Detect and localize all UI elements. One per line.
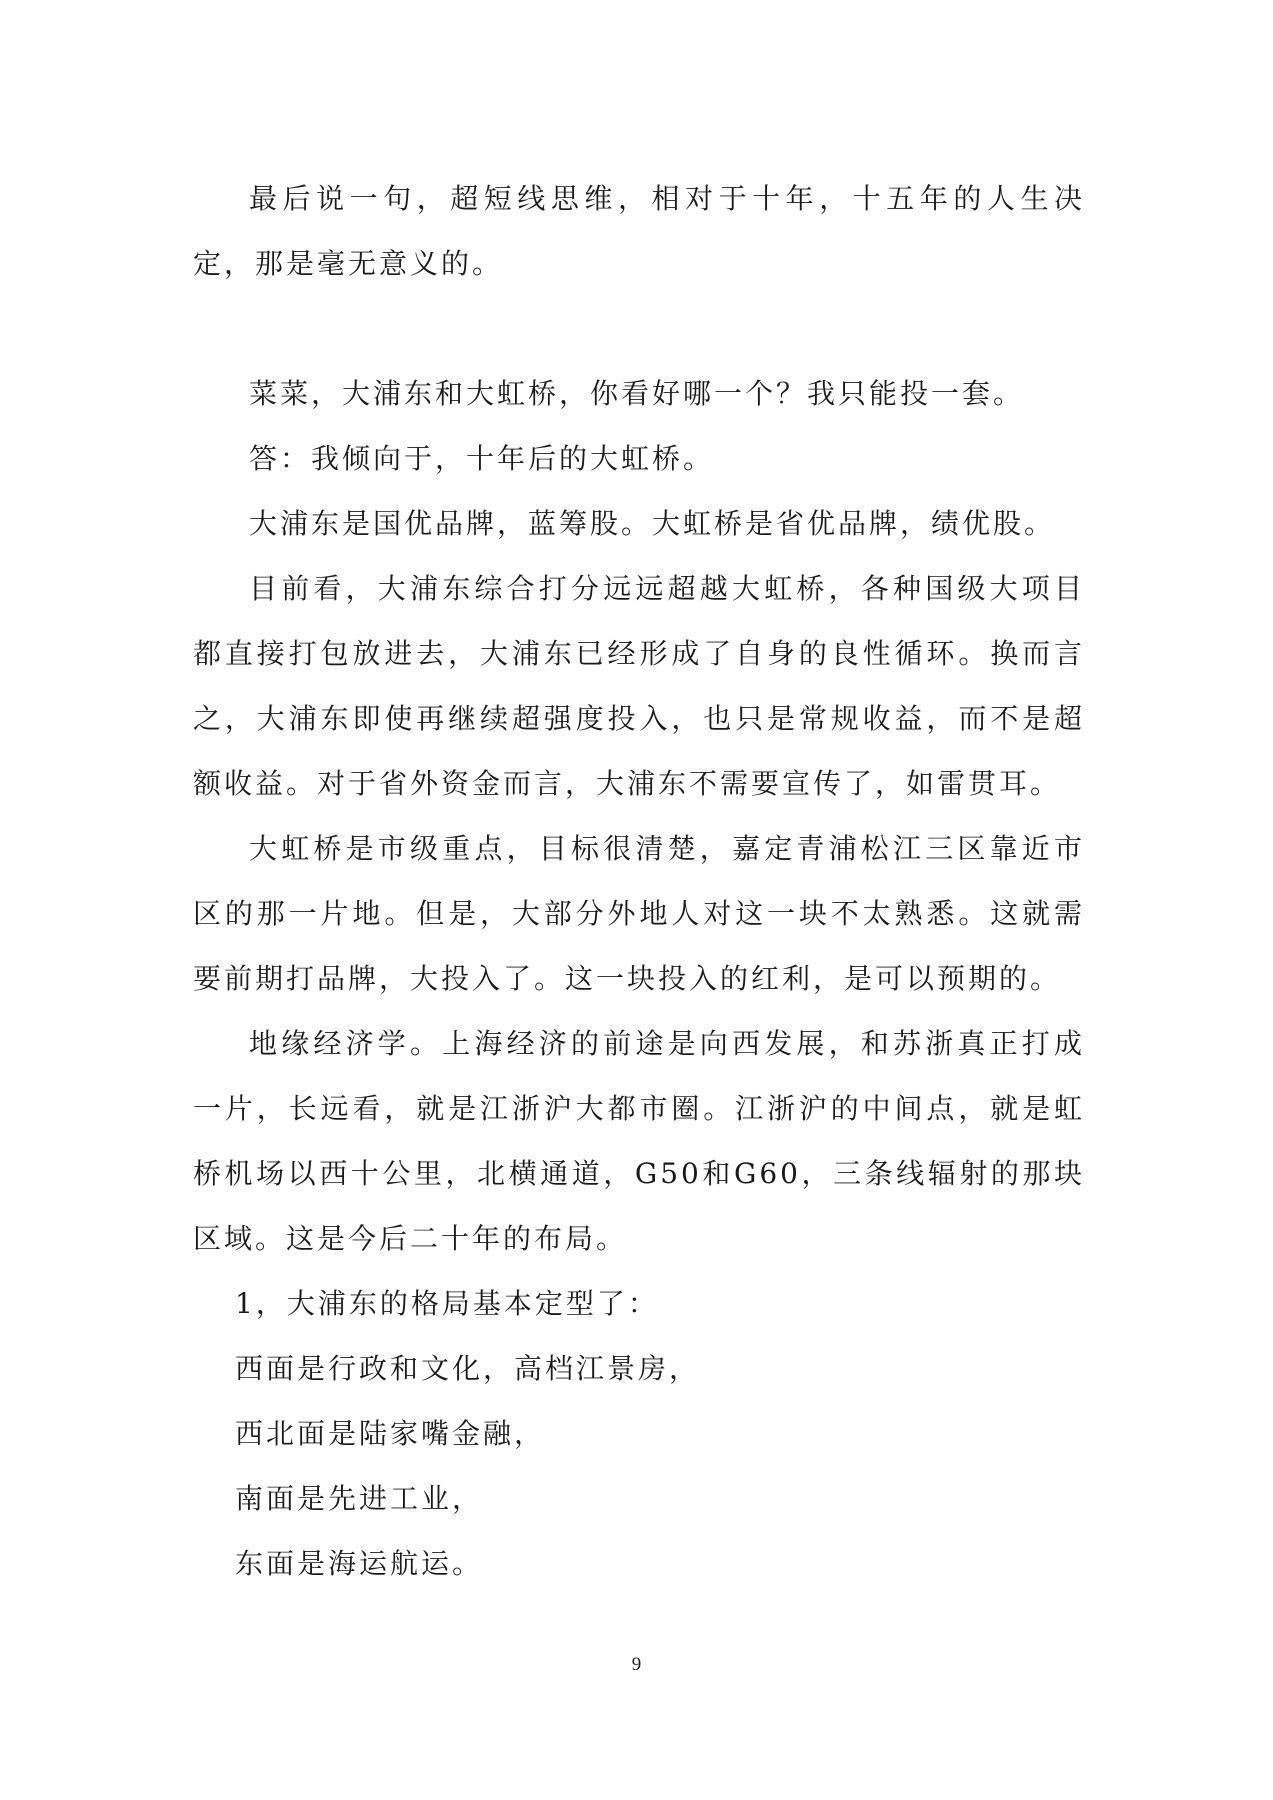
paragraph-question: 菜菜，大浦东和大虹桥，你看好哪一个？我只能投一套。 <box>249 377 1025 410</box>
list-item: 西北面是陆家嘴金融， <box>235 1417 546 1450</box>
list-item: 西面是行政和文化，高档江景房， <box>235 1352 701 1385</box>
paragraph-answer: 答：我倾向于，十年后的大虹桥。 <box>249 442 715 475</box>
paragraph-hongqiao-analysis: 大虹桥是市级重点，目标很清楚，嘉定青浦松江三区靠近市区的那一片地。但是，大部分外地人对这一块不太熟悉。这就需要前期打品牌，大投入了。这一块投入的红利，是可以预期的。 <box>193 832 1085 995</box>
paragraph-closing-remark: 最后说一句，超短线思维，相对于十年，十五年的人生决定，那是毫无意义的。 <box>193 182 1085 280</box>
page-number: 9 <box>631 1654 642 1675</box>
document-body <box>193 166 1085 1596</box>
paragraph-geo-economics: 地缘经济学。上海经济的前途是向西发展，和苏浙真正打成一片，长远看，就是江浙沪大都市圈。江浙沪的中间点，就是虹桥机场以西十公里，北横通道，G50和G60，三条线辐射的那块区域。这是今后二十年的布局。 <box>193 1027 1085 1255</box>
list-item: 南面是先进工业， <box>235 1482 484 1515</box>
paragraph-pudong-analysis: 目前看，大浦东综合打分远远超越大虹桥，各种国级大项目都直接打包放进去，大浦东已经形成了自身的良性循环。换而言之，大浦东即使再继续超强度投入，也只是常规收益，而不是超额收益。对于省外资金而言，大浦东不需要宣传了，如雷贯耳。 <box>193 572 1085 800</box>
list-heading: 1，大浦东的格局基本定型了： <box>235 1287 659 1320</box>
paragraph-gap <box>193 296 1085 361</box>
paragraph-brand-comparison: 大浦东是国优品牌，蓝筹股。大虹桥是省优品牌，绩优股。 <box>249 507 1056 540</box>
list-item: 东面是海运航运。 <box>235 1547 484 1580</box>
